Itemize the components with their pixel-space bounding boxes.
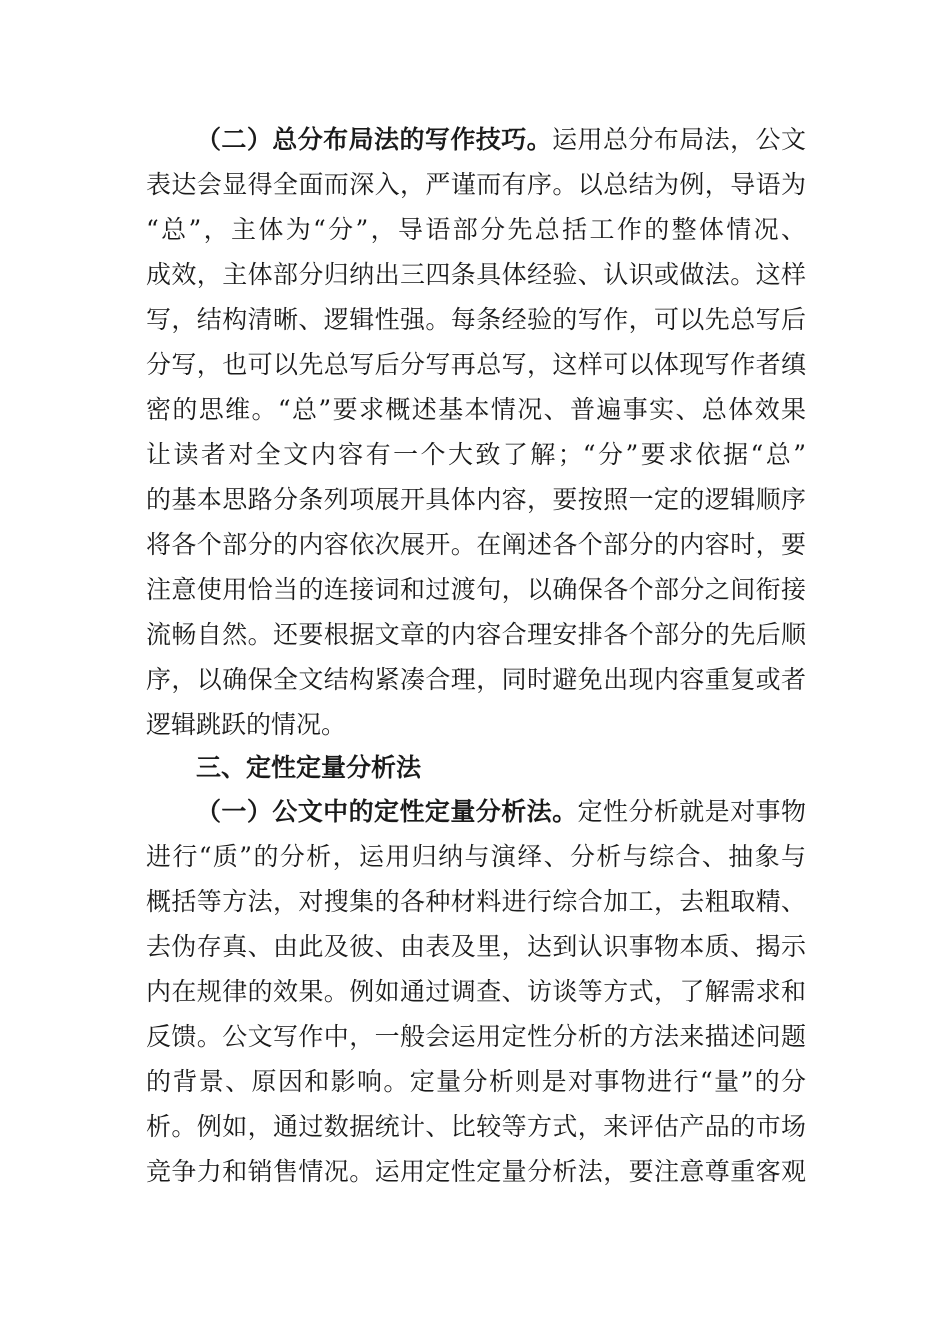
- paragraph-1-line: 逻辑跳跃的情况。: [146, 710, 347, 739]
- paragraph-1-line: 的基本思路分条列项展开具体内容，要按照一定的逻辑顺序: [146, 485, 806, 514]
- paragraph-1-lead: （二）总分布局法的写作技巧。: [196, 125, 553, 154]
- paragraph-2-line: 内在规律的效果。例如通过调查、访谈等方式，了解需求和: [146, 977, 806, 1006]
- paragraph-1-line: 成效，主体部分归纳出三四条具体经验、认识或做法。这样: [146, 260, 806, 289]
- paragraph-1-line: 让读者对全文内容有一个大致了解；“分”要求依据“总”: [146, 440, 806, 469]
- paragraph-2-line: 概括等方法，对搜集的各种材料进行综合加工，去粗取精、: [146, 887, 806, 916]
- paragraph-1-line: 流畅自然。还要根据文章的内容合理安排各个部分的先后顺: [146, 620, 806, 649]
- paragraph-1-first-rest: 运用总分布局法，公文: [552, 125, 806, 154]
- paragraph-2-lead: （一）公文中的定性定量分析法。: [196, 797, 578, 826]
- paragraph-1-line-1: [196, 118, 806, 162]
- paragraph-2-line: 进行“质”的分析，运用归纳与演绎、分析与综合、抽象与: [146, 842, 806, 871]
- paragraph-2-line: 析。例如，通过数据统计、比较等方式，来评估产品的市场: [146, 1112, 806, 1141]
- paragraph-1-line: 分写，也可以先总写后分写再总写，这样可以体现写作者缜: [146, 350, 806, 379]
- paragraph-1-line: 写，结构清晰、逻辑性强。每条经验的写作，可以先总写后: [146, 305, 806, 334]
- paragraph-2-line: 去伪存真、由此及彼、由表及里，达到认识事物本质、揭示: [146, 932, 806, 961]
- paragraph-1-line: 将各个部分的内容依次展开。在阐述各个部分的内容时，要: [146, 530, 806, 559]
- paragraph-1-line: 序，以确保全文结构紧凑合理，同时避免出现内容重复或者: [146, 665, 806, 694]
- paragraph-1-line: 注意使用恰当的连接词和过渡句，以确保各个部分之间衔接: [146, 575, 806, 604]
- paragraph-1-line: “总”，主体为“分”，导语部分先总括工作的整体情况、: [146, 215, 806, 244]
- paragraph-1-line: 表达会显得全面而深入，严谨而有序。以总结为例，导语为: [146, 170, 806, 199]
- paragraph-2-first-rest: 定性分析就是对事物: [577, 797, 806, 826]
- paragraph-2-line-1: [196, 790, 806, 834]
- paragraph-1-line: 密的思维。“总”要求概述基本情况、普遍事实、总体效果: [146, 395, 806, 424]
- section-heading: 三、定性定量分析法: [196, 753, 422, 782]
- paragraph-2-line: 竞争力和销售情况。运用定性定量分析法，要注意尊重客观: [146, 1157, 806, 1186]
- paragraph-2-line: 的背景、原因和影响。定量分析则是对事物进行“量”的分: [146, 1067, 806, 1096]
- paragraph-2-line: 反馈。公文写作中，一般会运用定性分析的方法来描述问题: [146, 1022, 806, 1051]
